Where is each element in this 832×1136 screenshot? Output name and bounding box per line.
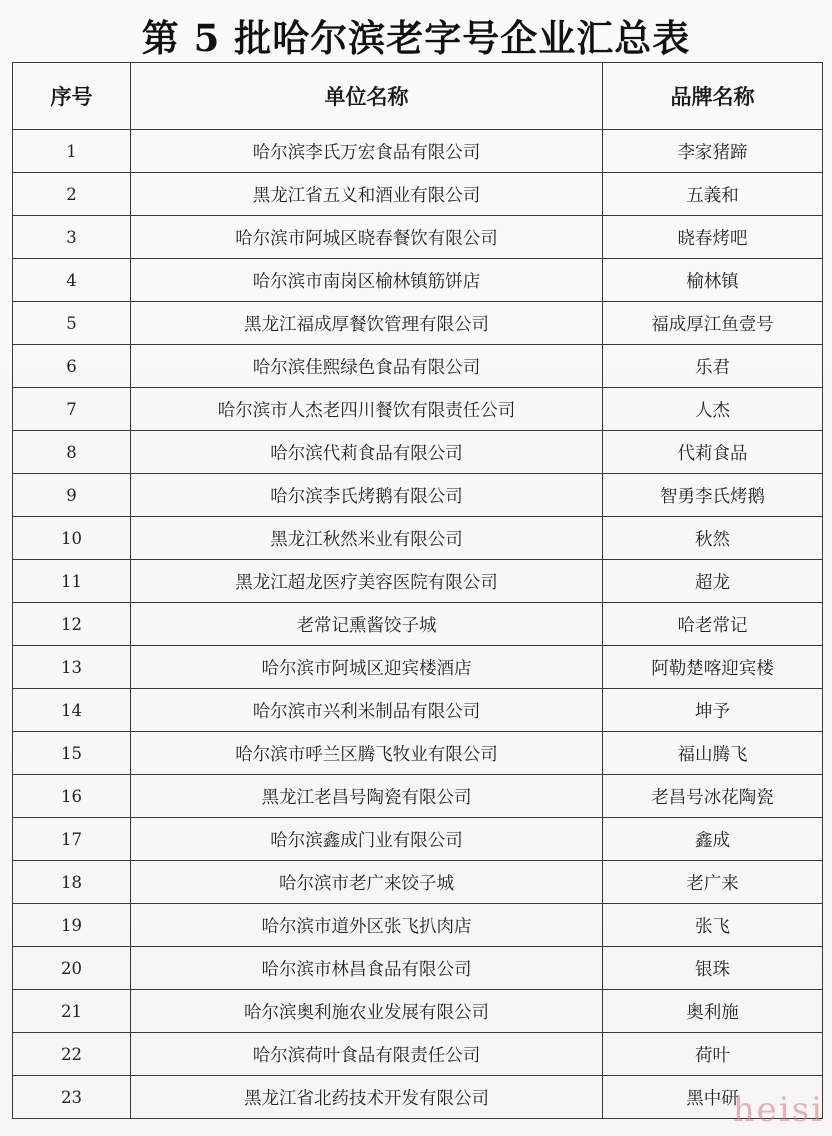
table-row — [13, 1076, 823, 1119]
cell-no: 18 — [13, 861, 131, 904]
page-title: 第 5 批哈尔滨老字号企业汇总表 — [141, 16, 691, 60]
table-row — [13, 689, 823, 732]
cell-unit-name: 哈尔滨市阿城区晓春餐饮有限公司 — [131, 216, 603, 259]
cell-unit-name: 哈尔滨市阿城区迎宾楼酒店 — [131, 646, 603, 689]
watermark: heisi — [732, 1090, 824, 1130]
cell-unit-name: 老常记熏酱饺子城 — [131, 603, 603, 646]
cell-no: 3 — [13, 216, 131, 259]
cell-unit-name: 哈尔滨李氏万宏食品有限公司 — [131, 130, 603, 173]
cell-brand-name: 鑫成 — [603, 818, 823, 861]
cell-brand-name: 福山腾飞 — [603, 732, 823, 775]
cell-brand-name: 黑中研 — [603, 1076, 823, 1119]
summary-table — [12, 62, 823, 1119]
table-row — [13, 474, 823, 517]
table-row — [13, 302, 823, 345]
cell-unit-name: 黑龙江超龙医疗美容医院有限公司 — [131, 560, 603, 603]
cell-no: 4 — [13, 259, 131, 302]
cell-no: 1 — [13, 130, 131, 173]
cell-brand-name: 榆林镇 — [603, 259, 823, 302]
table-row — [13, 259, 823, 302]
cell-unit-name: 哈尔滨佳熙绿色食品有限公司 — [131, 345, 603, 388]
cell-no: 13 — [13, 646, 131, 689]
cell-no: 14 — [13, 689, 131, 732]
cell-unit-name: 哈尔滨市老广来饺子城 — [131, 861, 603, 904]
cell-unit-name: 哈尔滨市道外区张飞扒肉店 — [131, 904, 603, 947]
cell-brand-name: 超龙 — [603, 560, 823, 603]
cell-brand-name: 阿勒楚喀迎宾楼 — [603, 646, 823, 689]
table-row — [13, 646, 823, 689]
header-unit-name: 单位名称 — [131, 63, 603, 130]
cell-brand-name: 张飞 — [603, 904, 823, 947]
cell-unit-name: 黑龙江老昌号陶瓷有限公司 — [131, 775, 603, 818]
cell-no: 5 — [13, 302, 131, 345]
cell-no: 22 — [13, 1033, 131, 1076]
cell-no: 7 — [13, 388, 131, 431]
table-row — [13, 388, 823, 431]
cell-unit-name: 黑龙江福成厚餐饮管理有限公司 — [131, 302, 603, 345]
cell-no: 17 — [13, 818, 131, 861]
cell-brand-name: 乐君 — [603, 345, 823, 388]
cell-unit-name: 哈尔滨荷叶食品有限责任公司 — [131, 1033, 603, 1076]
table-header — [13, 63, 823, 130]
cell-brand-name: 老广来 — [603, 861, 823, 904]
table-body — [13, 130, 823, 1119]
cell-no: 15 — [13, 732, 131, 775]
table-row — [13, 560, 823, 603]
header-row — [13, 63, 823, 130]
cell-brand-name: 福成厚江鱼壹号 — [603, 302, 823, 345]
cell-unit-name: 哈尔滨鑫成门业有限公司 — [131, 818, 603, 861]
cell-brand-name: 奥利施 — [603, 990, 823, 1033]
cell-brand-name: 李家猪蹄 — [603, 130, 823, 173]
table-row — [13, 431, 823, 474]
table-row — [13, 818, 823, 861]
cell-brand-name: 智勇李氏烤鹅 — [603, 474, 823, 517]
table-row — [13, 1033, 823, 1076]
table-row — [13, 130, 823, 173]
cell-brand-name: 秋然 — [603, 517, 823, 560]
table-row — [13, 345, 823, 388]
cell-unit-name: 黑龙江秋然米业有限公司 — [131, 517, 603, 560]
cell-no: 11 — [13, 560, 131, 603]
table-row — [13, 603, 823, 646]
table-row — [13, 216, 823, 259]
cell-unit-name: 哈尔滨市呼兰区腾飞牧业有限公司 — [131, 732, 603, 775]
cell-brand-name: 银珠 — [603, 947, 823, 990]
table-row — [13, 173, 823, 216]
cell-no: 9 — [13, 474, 131, 517]
cell-unit-name: 黑龙江省北药技术开发有限公司 — [131, 1076, 603, 1119]
header-no: 序号 — [13, 63, 131, 130]
cell-unit-name: 黑龙江省五义和酒业有限公司 — [131, 173, 603, 216]
cell-brand-name: 晓春烤吧 — [603, 216, 823, 259]
cell-unit-name: 哈尔滨代莉食品有限公司 — [131, 431, 603, 474]
cell-no: 12 — [13, 603, 131, 646]
cell-brand-name: 代莉食品 — [603, 431, 823, 474]
cell-brand-name: 人杰 — [603, 388, 823, 431]
table-row — [13, 904, 823, 947]
cell-no: 19 — [13, 904, 131, 947]
cell-no: 21 — [13, 990, 131, 1033]
cell-no: 23 — [13, 1076, 131, 1119]
cell-unit-name: 哈尔滨市兴利米制品有限公司 — [131, 689, 603, 732]
cell-unit-name: 哈尔滨市南岗区榆林镇筋饼店 — [131, 259, 603, 302]
cell-no: 2 — [13, 173, 131, 216]
cell-unit-name: 哈尔滨李氏烤鹅有限公司 — [131, 474, 603, 517]
cell-no: 8 — [13, 431, 131, 474]
table-row — [13, 947, 823, 990]
cell-brand-name: 老昌号冰花陶瓷 — [603, 775, 823, 818]
cell-brand-name: 五義和 — [603, 173, 823, 216]
cell-no: 6 — [13, 345, 131, 388]
table-row — [13, 775, 823, 818]
table-row — [13, 861, 823, 904]
cell-brand-name: 哈老常记 — [603, 603, 823, 646]
cell-brand-name: 坤予 — [603, 689, 823, 732]
table-row — [13, 990, 823, 1033]
cell-unit-name: 哈尔滨市林昌食品有限公司 — [131, 947, 603, 990]
cell-brand-name: 荷叶 — [603, 1033, 823, 1076]
header-brand-name: 品牌名称 — [603, 63, 823, 130]
cell-no: 10 — [13, 517, 131, 560]
cell-unit-name: 哈尔滨市人杰老四川餐饮有限责任公司 — [131, 388, 603, 431]
table-row — [13, 732, 823, 775]
cell-no: 16 — [13, 775, 131, 818]
table-row — [13, 517, 823, 560]
cell-no: 20 — [13, 947, 131, 990]
cell-unit-name: 哈尔滨奥利施农业发展有限公司 — [131, 990, 603, 1033]
